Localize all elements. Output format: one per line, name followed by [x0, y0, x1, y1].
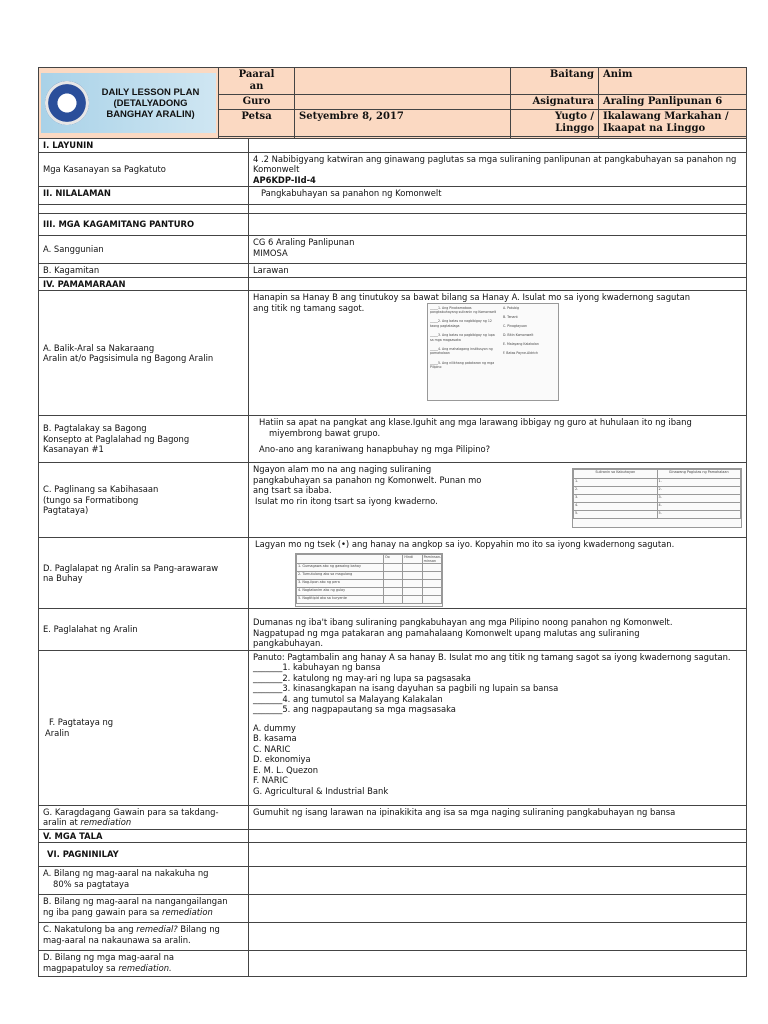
yugto-value[interactable]: Ikalawang Markahan / Ikaapat na Linggo	[599, 110, 747, 137]
lesson-plan-document	[38, 67, 746, 977]
deped-seal-icon	[45, 81, 89, 125]
step-g-text: Gumuhit ng isang larawan na ipinakikita ang isa sa mga naging suliraning pangkabuhayan ng bansa	[249, 805, 747, 829]
reflection-a-answer[interactable]	[249, 867, 747, 895]
baitang-label: Baitang	[511, 68, 599, 95]
baitang-value[interactable]: Anim	[599, 68, 747, 95]
step-c-cell: Ngayon alam mo na ang naging suliraning pangkabuhayan sa panahon ng Komonwelt. Punan mo ang tsart sa ibaba. Isulat mo rin itong tsart sa iyong kwaderno. Suliranin sa Kabuhayan Ginawang Paglutas ng Pamahalaan 1. 1. 2. 2. 3. 3. 4. 4. 5. 5.	[249, 463, 747, 538]
sanggunian-label: A. Sanggunian	[39, 236, 249, 264]
section-pagninilay: VI. PAGNINILAY	[39, 843, 249, 867]
step-a-cell: Hanapin sa Hanay B ang tinutukoy sa bawat bilang sa Hanay A. Isulat mo sa iyong kwadernong sagutan ang titik ng tamang sagot. _____1. Ang Pinakamataas pangkabuhayang suliranin ng Komonwelt _____2. Ang batas na nagbibigay ng 12 taong pagtatalaga _____3. Ang batas na pagbibigay ng lupa sa mga magsasaka _____4. Ang mahalagang institusyon ng pamahalaan _____5. Ang nilikhang patakaran ng mga Pilipino A. Patubig B. Tenant C. Pinagtayuan D. Bitin Komonwelt E. Malayang Kalakalan F. Batas Payne-Aldrich	[249, 291, 747, 416]
kasanayan-cell	[249, 152, 747, 187]
section-kagamitan: III. MGA KAGAMITANG PANTURO	[39, 214, 249, 236]
paaralan-value[interactable]	[295, 68, 511, 95]
step-c-label: C. Paglinang sa Kabihasaan (tungo sa Formatibong Pagtataya)	[39, 463, 249, 538]
section-pamamaraan: IV. PAMAMARAAN	[39, 277, 249, 291]
nilalaman-text: Pangkabuhayan sa panahon ng Komonwelt	[249, 187, 747, 205]
lesson-plan-table	[38, 67, 747, 977]
reflection-b-answer[interactable]	[249, 895, 747, 923]
kagamitan-text: Larawan	[249, 264, 747, 278]
petsa-label: Petsa	[219, 110, 295, 137]
reflection-d-answer[interactable]	[249, 951, 747, 977]
kasanayan-text: 4 .2 Nabibigyang katwiran ang ginawang paglutas sa mga suliraning panlipunan at pangkabuhayan sa panahon ng Komonwelt	[253, 153, 737, 174]
step-a-label: A. Balik-Aral sa Nakaraang Aralin at/o Pagsisimula ng Bagong Aralin	[39, 291, 249, 416]
step-e-cell: Dumanas ng iba't ibang suliraning pangkabuhayan ang mga Pilipino noong panahon ng Komonwelt. Nagpatupad ng mga patakaran ang pamahalaang Komonwelt upang malutas ang suliraning pangkabuhayan.	[249, 609, 747, 651]
petsa-value[interactable]: Setyembre 8, 2017	[295, 110, 511, 137]
reflection-a-label: A. Bilang ng mag-aaral na nakakuha ng 80% sa pagtataya	[39, 867, 249, 895]
reflection-d-label: D. Bilang ng mga mag-aaral na magpapatuloy sa remediation.	[39, 951, 249, 977]
section-nilalaman: II. NILALAMAN	[39, 187, 249, 205]
lesson-plan-title: DAILY LESSON PLAN (DETALYADONG BANGHAY ARALIN)	[101, 86, 200, 120]
check-table-figure: Oo Hindi Paminsan-minsan 1. Gumagawa ako ng gawaing bahay 2. Tumutulong ako sa magulang 3. Nag-iipon ako ng pera 4. Nagtatanim ako ng gulay 5. Nagtitipid ako sa kuryente	[295, 553, 443, 607]
step-d-label: D. Paglalapat ng Aralin sa Pang-arawaraw na Buhay	[39, 538, 249, 609]
sanggunian-cell: CG 6 Araling Panlipunan MIMOSA	[249, 236, 747, 264]
reflection-c-label: C. Nakatulong ba ang remedial? Bilang ng mag-aaral na nakaunawa sa aralin.	[39, 923, 249, 951]
step-g-label: G. Karagdagang Gawain para sa takdang- aralin at remediation	[39, 805, 249, 829]
header-logo-cell	[39, 68, 219, 139]
reflection-b-label: B. Bilang ng mag-aaral na nangangailangan ng iba pang gawain para sa remediation	[39, 895, 249, 923]
asignatura-value[interactable]: Araling Panlipunan 6	[599, 95, 747, 110]
step-b-cell: Hatiin sa apat na pangkat ang klase.Iguhit ang mga larawang ibbigay ng guro at huhulaan ito ng ibang miyembrong bawat grupo. Ano-ano ang karaniwang hanapbuhay ng mga Pilipino?	[249, 416, 747, 463]
matching-figure: _____1. Ang Pinakamataas pangkabuhayang suliranin ng Komonwelt _____2. Ang batas na nagbibigay ng 12 taong pagtatalaga _____3. Ang batas na pagbibigay ng lupa sa mga magsasaka _____4. Ang mahalagang institusyon ng pamahalaan _____5. Ang nilikhang patakaran ng mga Pilipino A. Patubig B. Tenant C. Pinagtayuan D. Bitin Komonwelt E. Malayang Kalakalan F. Batas Payne-Aldrich	[427, 303, 559, 401]
guro-label: Guro	[219, 95, 295, 110]
section-tala: V. MGA TALA	[39, 829, 249, 843]
section-layunin: I. LAYUNIN	[39, 139, 249, 153]
asignatura-label: Asignatura	[511, 95, 599, 110]
guro-value[interactable]	[295, 95, 511, 110]
tsart-figure: Suliranin sa Kabuhayan Ginawang Paglutas ng Pamahalaan 1. 1. 2. 2. 3. 3. 4. 4. 5. 5.	[572, 468, 742, 528]
kagamitan-label: B. Kagamitan	[39, 264, 249, 278]
kasanayan-code: AP6KDP-IId-4	[253, 174, 316, 185]
step-f-label: F. Pagtataya ng Aralin	[39, 650, 249, 805]
yugto-label: Yugto / Linggo	[511, 110, 599, 137]
step-e-label: E. Paglalahat ng Aralin	[39, 609, 249, 651]
reflection-c-answer[interactable]	[249, 923, 747, 951]
paaralan-label: Paaral an	[219, 68, 295, 95]
step-f-cell: Panuto: Pagtambalin ang hanay A sa hanay B. Isulat mo ang titik ng tamang sagot sa iyong kwadernong sagutan. _______1. kabuhayan ng bansa _______2. katulong ng may-ari ng lupa sa pagsasaka _______3. kinasangkapan na isang dayuhan sa pagbili ng lupain sa bansa _______4. ang tumutol sa Malayang Kalakalan _______5. ang nagpapautang sa mga magsasaka A. dummy B. kasama C. NARIC D. ekonomiya E. M. L. Quezon F. NARIC G. Agricultural & Industrial Bank	[249, 650, 747, 805]
step-d-cell: Lagyan mo ng tsek (•) ang hanay na angkop sa iyo. Kopyahin mo ito sa iyong kwadernong sagutan. Oo Hindi Paminsan-minsan 1. Gumagawa ako ng gawaing bahay 2. Tumutulong ako sa magulang 3. Nag-iipon ako ng pera 4. Nagtatanim ako ng gulay 5. Nagtitipid ako sa kuryente	[249, 538, 747, 609]
kasanayan-label: Mga Kasanayan sa Pagkatuto	[39, 152, 249, 187]
step-b-label: B. Pagtalakay sa Bagong Konsepto at Paglalahad ng Bagong Kasanayan #1	[39, 416, 249, 463]
deped-logo-banner	[41, 73, 216, 133]
